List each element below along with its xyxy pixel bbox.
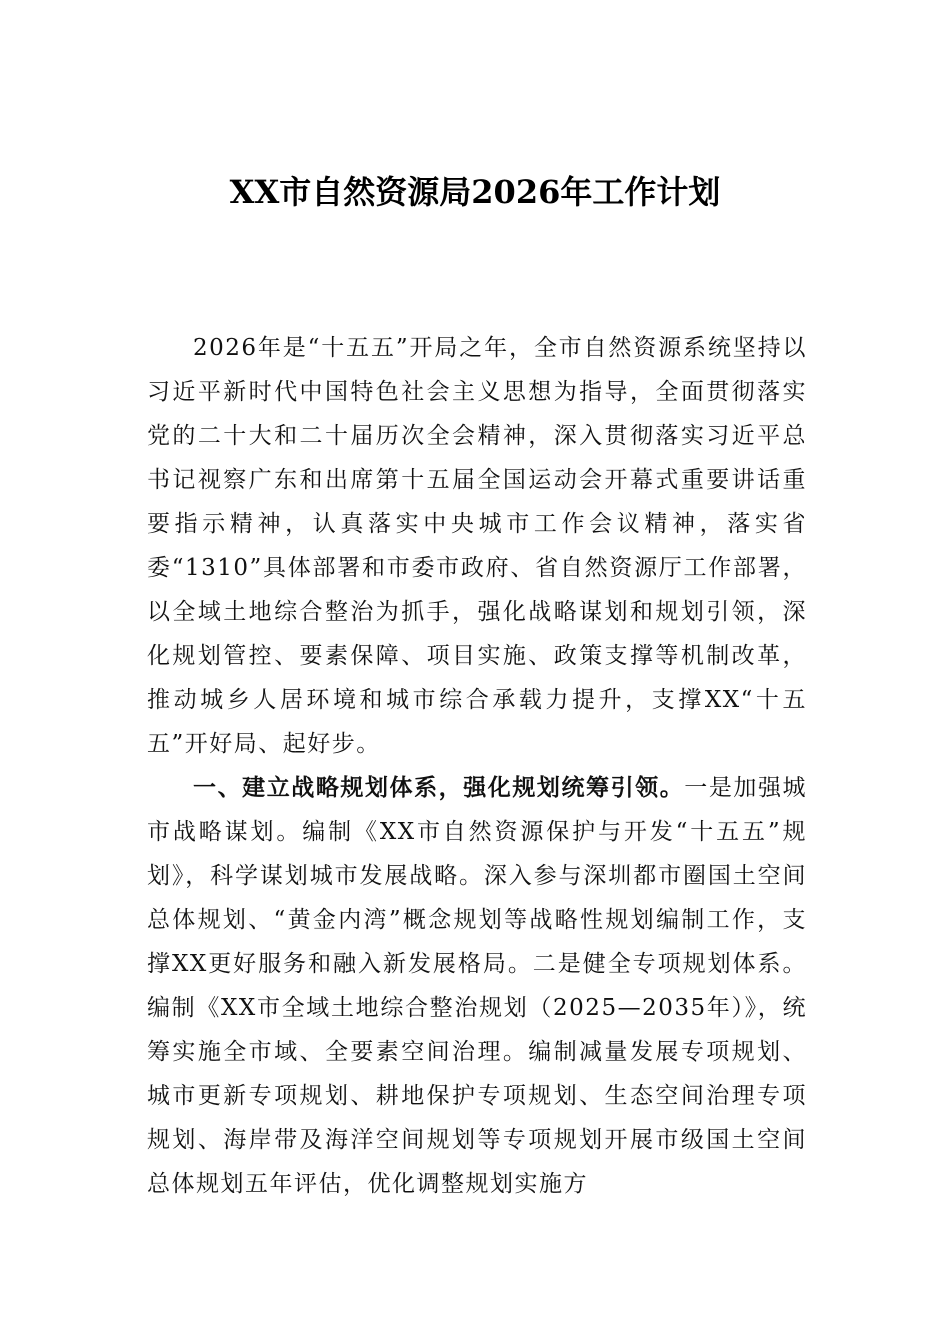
document-title: XX市自然资源局2026年工作计划: [229, 173, 721, 211]
section-1-heading: 一、建立战略规划体系，强化规划统筹引领。: [193, 775, 685, 801]
document-body: [147, 326, 807, 1206]
intro-paragraph: 2026年是“十五五”开局之年，全市自然资源系统坚持以习近平新时代中国特色社会主义思想为指导，全面贯彻落实党的二十大和二十届历次全会精神，深入贯彻落实习近平总书记视察广东和出席第十五届全国运动会开幕式重要讲话重要指示精神，认真落实中央城市工作会议精神，落实省委“1310”具体部署和市委市政府、省自然资源厅工作部署，以全域土地综合整治为抓手，强化战略谋划和规划引领，深化规划管控、要素保障、项目实施、政策支撑等机制改革，推动城乡人居环境和城市综合承载力提升，支撑XX“十五五”开好局、起好步。: [147, 335, 807, 757]
section-1-paragraph: [147, 766, 807, 1206]
section-1-body: 一是加强城市战略谋划。编制《XX市自然资源保护与开发“十五五”规划》，科学谋划城市发展战略。深入参与深圳都市圈国土空间总体规划、“黄金内湾”概念规划等战略性规划编制工作，支撑XX更好服务和融入新发展格局。二是健全专项规划体系。编制《XX市全域土地综合整治规划（2025—2035年）》，统筹实施全市域、全要素空间治理。编制减量发展专项规划、城市更新专项规划、耕地保护专项规划、生态空间治理专项规划、海岸带及海洋空间规划等专项规划开展市级国土空间总体规划五年评估，优化调整规划实施方: [147, 775, 807, 1197]
